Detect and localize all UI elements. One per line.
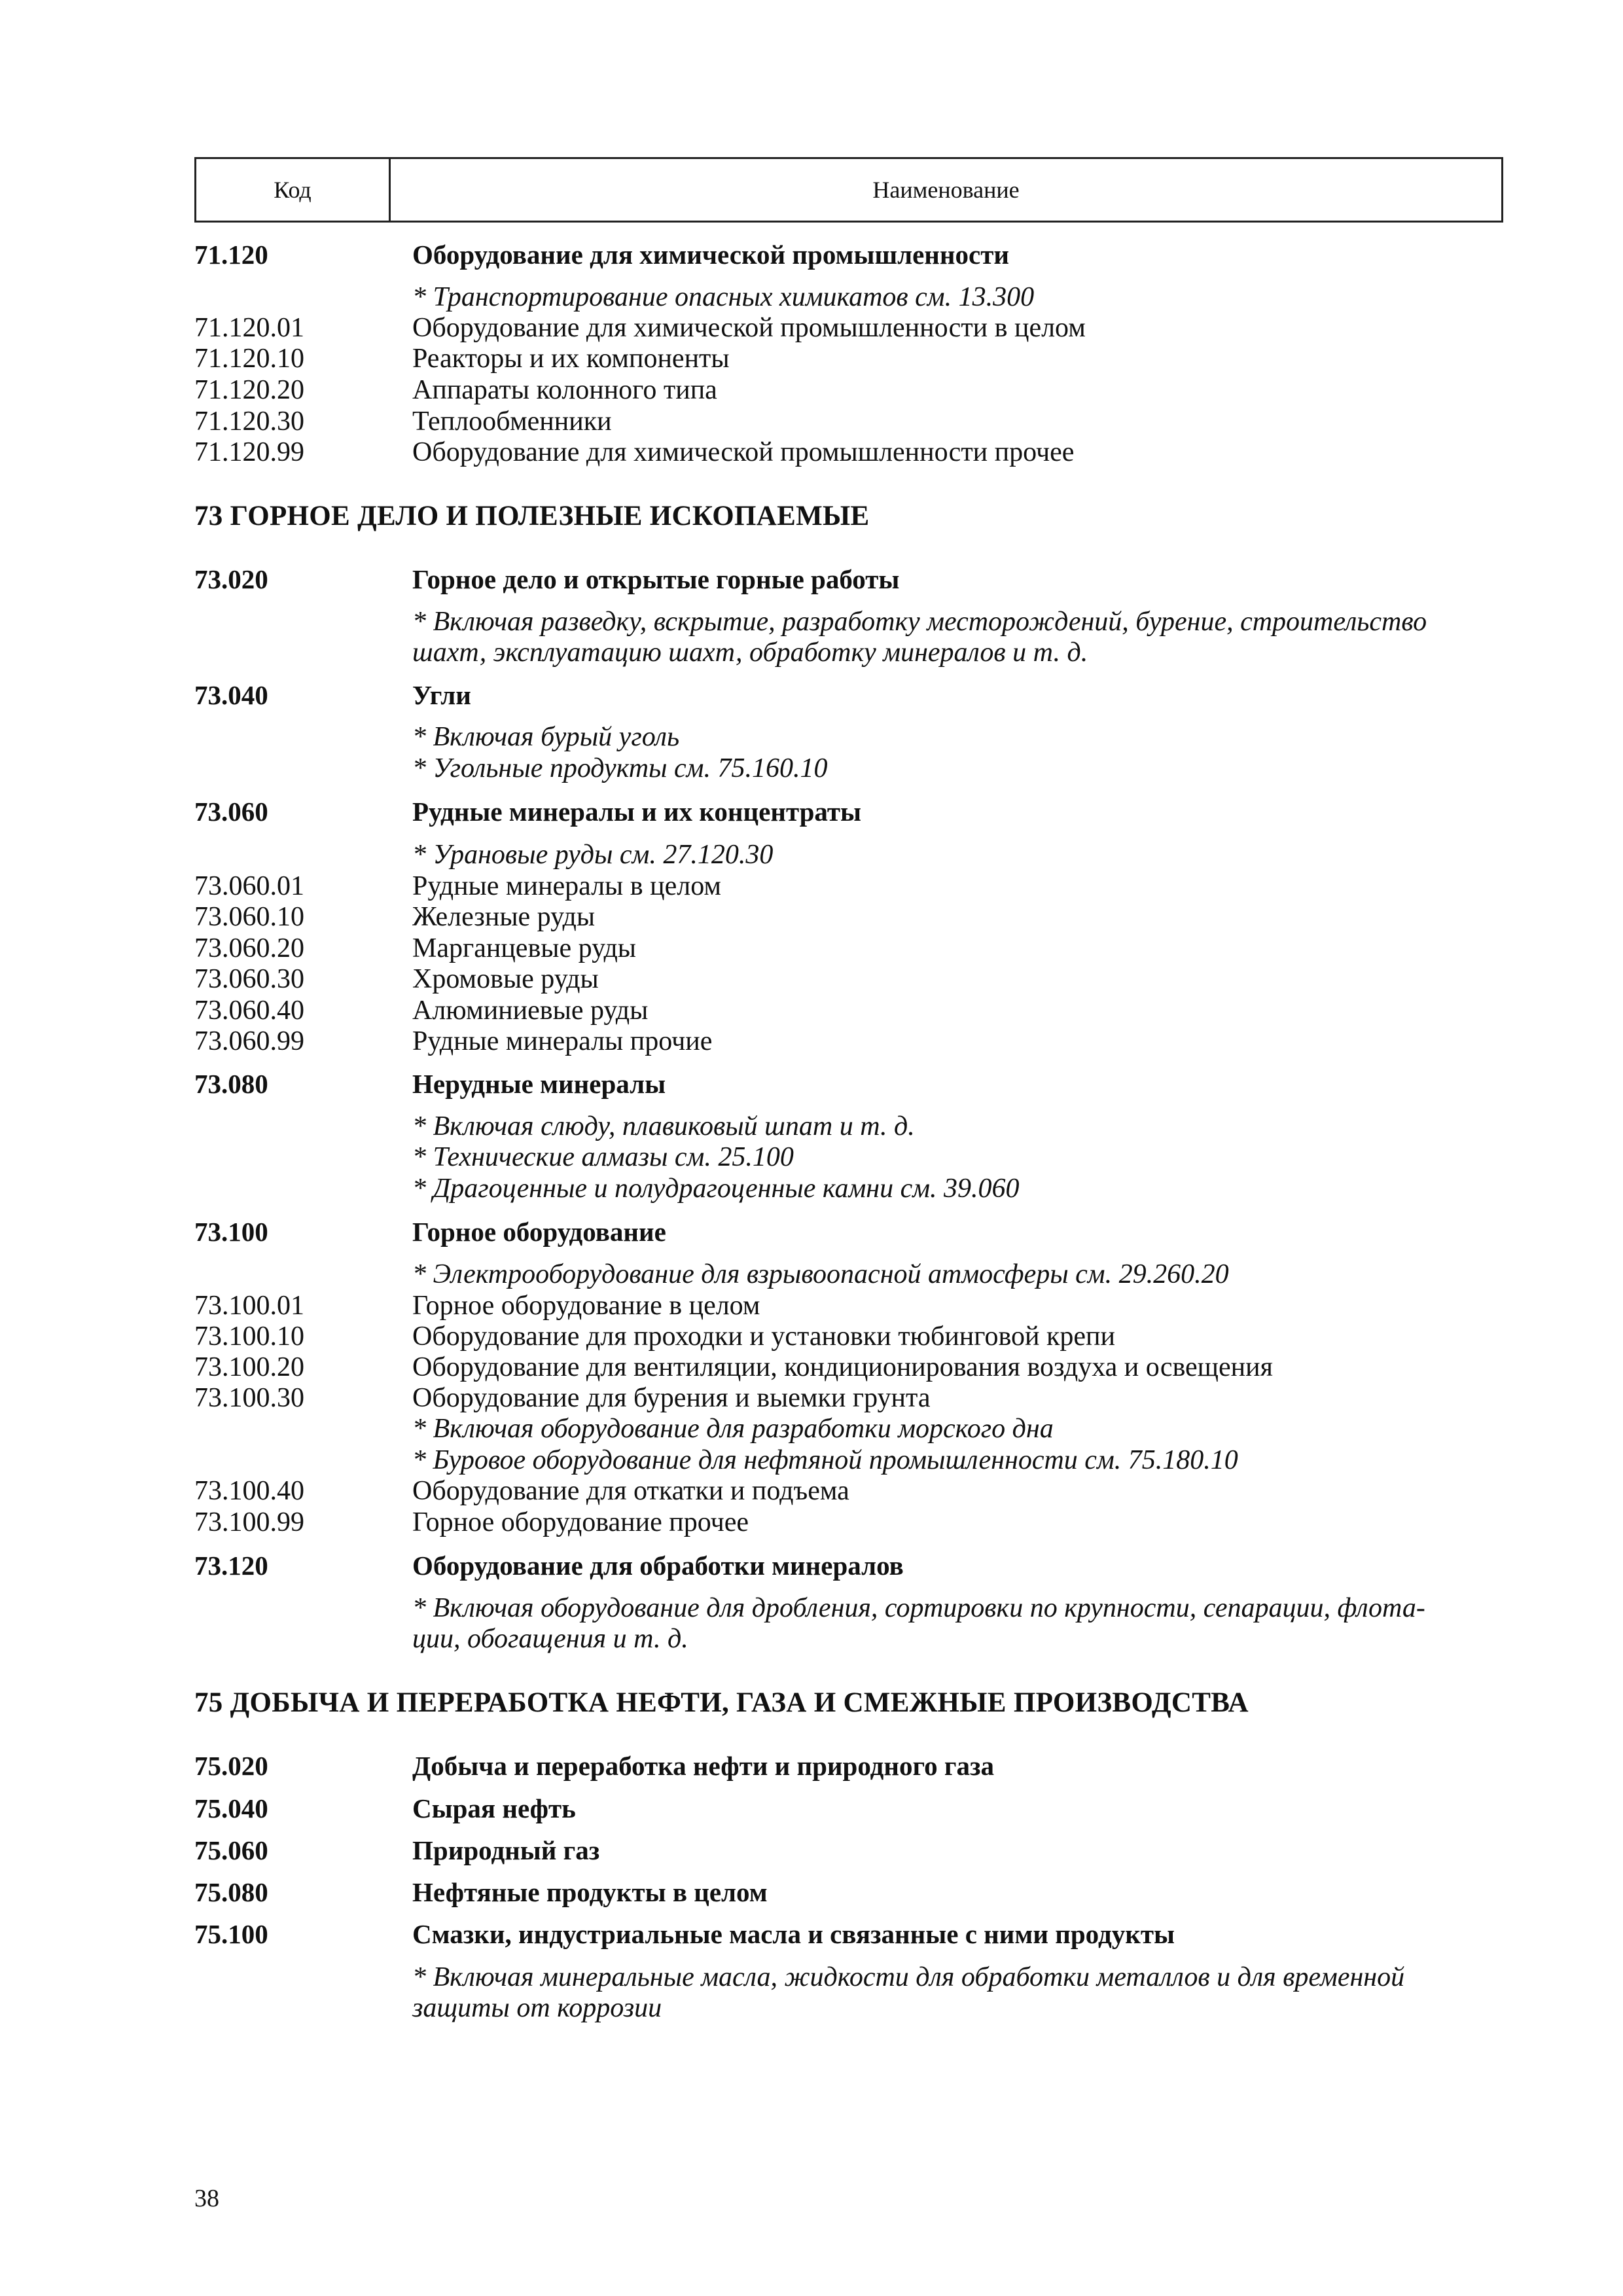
table-header <box>194 157 1503 223</box>
entry-name: Сырая нефть <box>412 1793 576 1823</box>
entry-name: Оборудование для обработки минералов <box>412 1551 904 1581</box>
entry-name: Природный газ <box>412 1835 600 1865</box>
entry-code: 73.060.10 <box>194 902 304 932</box>
entry-name: Реакторы и их компоненты <box>412 344 730 374</box>
entry-code: 75.100 <box>194 1919 268 1949</box>
entry-note: * Транспортирование опасных химикатов см. 13.300 <box>412 282 1035 312</box>
entry-note: * Технические алмазы см. 25.100 <box>412 1142 794 1172</box>
entry-code: 73.060.99 <box>194 1026 304 1056</box>
entry-code: 71.120.20 <box>194 375 304 405</box>
entry-code: 73.120 <box>194 1551 268 1581</box>
entry-name: Оборудование для проходки и установки тюбинговой крепи <box>412 1321 1115 1352</box>
entry-name: Рудные минералы и их концентраты <box>412 797 862 827</box>
entry-note: * Включая оборудование для дробления, сортировки по крупности, сепарации, флота- <box>412 1593 1425 1623</box>
entry-note: * Электрооборудование для взрывоопасной атмосферы см. 29.260.20 <box>412 1259 1229 1289</box>
entry-name: Железные руды <box>412 902 596 932</box>
entry-note: * Включая бурый уголь <box>412 722 680 752</box>
entry-note: защиты от коррозии <box>412 1993 662 2023</box>
entry-code: 73.100.10 <box>194 1321 304 1352</box>
entry-code: 71.120.99 <box>194 437 304 467</box>
entry-code: 71.120.10 <box>194 344 304 374</box>
entry-name: Горное оборудование в целом <box>412 1291 760 1321</box>
entry-note: ции, обогащения и т. д. <box>412 1624 688 1654</box>
section-heading: 75 ДОБЫЧА И ПЕРЕРАБОТКА НЕФТИ, ГАЗА И СМЕЖНЫЕ ПРОИЗВОДСТВА <box>194 1687 1249 1718</box>
entry-code: 73.100.40 <box>194 1476 304 1506</box>
entry-code: 73.100 <box>194 1217 268 1247</box>
entry-name: Теплообменники <box>412 406 612 437</box>
entry-code: 73.100.99 <box>194 1507 304 1537</box>
entry-note: * Урановые руды см. 27.120.30 <box>412 840 774 870</box>
entry-note: * Включая минеральные масла, жидкости для обработки металлов и для временной <box>412 1962 1405 1992</box>
page-number: 38 <box>194 2185 219 2212</box>
entry-name: Оборудование для бурения и выемки грунта <box>412 1383 931 1413</box>
section-heading: 73 ГОРНОЕ ДЕЛО И ПОЛЕЗНЫЕ ИСКОПАЕМЫЕ <box>194 501 870 531</box>
entry-code: 71.120 <box>194 240 268 270</box>
entry-name: Оборудование для откатки и подъема <box>412 1476 849 1506</box>
entry-name: Угли <box>412 680 471 710</box>
entry-code: 71.120.01 <box>194 313 304 343</box>
entry-code: 73.100.20 <box>194 1352 304 1382</box>
entry-code: 75.040 <box>194 1793 268 1823</box>
entry-code: 73.060 <box>194 797 268 827</box>
entry-code: 75.020 <box>194 1751 268 1781</box>
entry-name: Оборудование для химической промышленности в целом <box>412 313 1086 343</box>
entry-note: шахт, эксплуатацию шахт, обработку минералов и т. д. <box>412 637 1088 668</box>
entry-name: Нефтяные продукты в целом <box>412 1877 768 1907</box>
entry-code: 73.040 <box>194 680 268 710</box>
entry-name: Аппараты колонного типа <box>412 375 717 405</box>
entry-name: Добыча и переработка нефти и природного газа <box>412 1751 994 1781</box>
entry-note: * Буровое оборудование для нефтяной промышленности см. 75.180.10 <box>412 1445 1238 1475</box>
entry-code: 73.100.01 <box>194 1291 304 1321</box>
entry-name: Алюминиевые руды <box>412 996 649 1026</box>
entry-note: * Включая слюду, плавиковый шпат и т. д. <box>412 1111 915 1141</box>
entry-note: * Драгоценные и полудрагоценные камни см. 39.060 <box>412 1174 1020 1204</box>
entry-name: Смазки, индустриальные масла и связанные с ними продукты <box>412 1919 1175 1949</box>
entry-code: 75.060 <box>194 1835 268 1865</box>
header-name-cell <box>391 159 1501 221</box>
entry-note: * Включая разведку, вскрытие, разработку месторождений, бурение, строительство <box>412 607 1427 637</box>
entry-name: Оборудование для химической промышленности прочее <box>412 437 1075 467</box>
entry-note: * Угольные продукты см. 75.160.10 <box>412 753 828 783</box>
entry-name: Горное дело и открытые горные работы <box>412 564 900 594</box>
entry-code: 71.120.30 <box>194 406 304 437</box>
entry-code: 73.080 <box>194 1069 268 1099</box>
entry-code: 75.080 <box>194 1877 268 1907</box>
entry-name: Хромовые руды <box>412 964 599 994</box>
entry-name: Оборудование для вентиляции, кондиционирования воздуха и освещения <box>412 1352 1273 1382</box>
entry-name: Рудные минералы в целом <box>412 871 721 901</box>
entry-code: 73.100.30 <box>194 1383 304 1413</box>
header-code-cell <box>196 159 391 221</box>
header-code-label: Код <box>274 177 312 203</box>
entry-code: 73.060.40 <box>194 996 304 1026</box>
entry-note: * Включая оборудование для разработки морского дна <box>412 1414 1054 1444</box>
entry-code: 73.060.20 <box>194 933 304 963</box>
entry-code: 73.060.01 <box>194 871 304 901</box>
entry-name: Горное оборудование прочее <box>412 1507 749 1537</box>
entry-code: 73.060.30 <box>194 964 304 994</box>
entry-name: Марганцевые руды <box>412 933 637 963</box>
entry-code: 73.020 <box>194 564 268 594</box>
entry-name: Нерудные минералы <box>412 1069 666 1099</box>
header-name-label: Наименование <box>872 177 1020 203</box>
entry-name: Оборудование для химической промышленности <box>412 240 1010 270</box>
entry-name: Рудные минералы прочие <box>412 1026 713 1056</box>
entry-name: Горное оборудование <box>412 1217 666 1247</box>
